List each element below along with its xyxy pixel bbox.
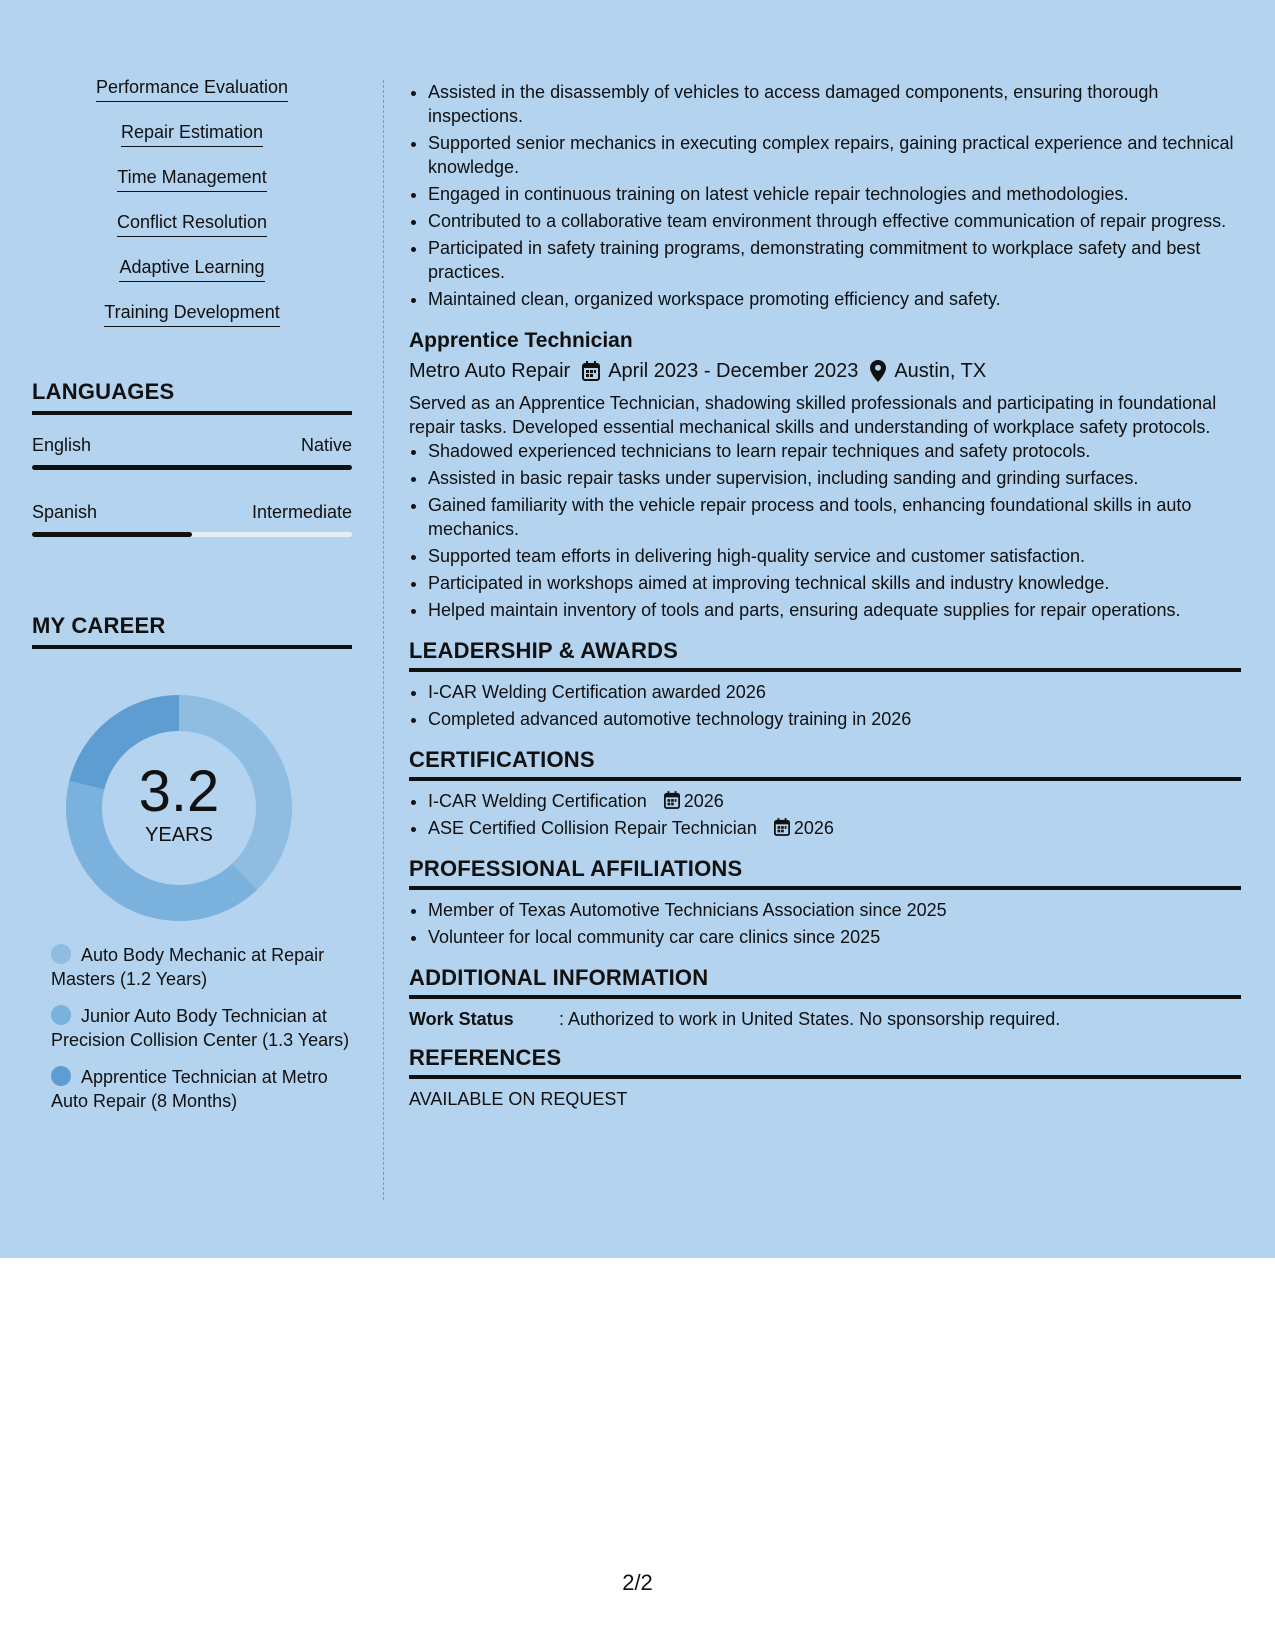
affiliations-heading: PROFESSIONAL AFFILIATIONS [409,856,1241,890]
certifications-heading: CERTIFICATIONS [409,747,1241,781]
job-description: Served as an Apprentice Technician, shadowing skilled professionals and participating in foundational repair tasks. Developed essential mechanical skills and understanding of workplace safety protocols. [409,393,1217,437]
career-legend-item: Apprentice Technician at Metro Auto Repair (8 Months) [51,1067,328,1111]
list-item: • Helped maintain inventory of tools and parts, ensuring adequate supplies for repair operations. [428,598,1241,622]
skill-item: Repair Estimation [121,121,263,147]
list-item: • Member of Texas Automotive Technicians Association since 2025 [428,898,1241,922]
left-column [32,76,352,1113]
leadership-list [409,680,1241,731]
job-company: Metro Auto Repair [409,360,571,382]
skill-item: Conflict Resolution [117,211,267,237]
language-row [32,502,352,523]
career-heading: MY CAREER [32,613,352,649]
language-proficiency-fill [32,465,352,470]
column-divider [383,80,384,1200]
page-number: 2/2 [622,1570,653,1595]
career-total-value: 3.2 [138,758,220,824]
list-item: • Supported senior mechanics in executing complex repairs, gaining practical experience and technical knowledge. [428,131,1241,179]
languages-section [32,379,352,537]
job-location: Austin, TX [894,360,987,382]
list-item: • Shadowed experienced technicians to learn repair techniques and safety protocols. [428,439,1241,463]
legend-dot-icon [51,1066,71,1086]
job-dates: April 2023 - December 2023 [608,360,859,382]
list-item: • Engaged in continuous training on latest vehicle repair technologies and methodologies. [428,182,1241,206]
calendar-icon [582,361,600,381]
career-section [32,613,352,1113]
language-level: Native [300,435,352,455]
languages-heading: LANGUAGES [32,379,352,415]
legend-dot-icon [51,944,71,964]
list-item: • Assisted in basic repair tasks under supervision, including sanding and grinding surfaces. [428,466,1241,490]
certification-item: • ASE Certified Collision Repair Technician 2026 [428,816,1241,840]
calendar-icon [774,818,790,836]
list-item: • Supported team efforts in delivering high-quality service and customer satisfaction. [428,544,1241,568]
list-item: • I-CAR Welding Certification awarded 2026 [428,680,1241,704]
location-pin-icon [870,360,886,382]
language-row [32,435,352,456]
certification-item: • I-CAR Welding Certification 2026 [428,789,1241,813]
career-legend-item: Auto Body Mechanic at Repair Masters (1.2 Years) [51,945,325,989]
skill-item: Time Management [117,166,266,192]
job-title: Apprentice Technician [409,329,633,352]
career-legend [32,943,352,1113]
leadership-heading: LEADERSHIP & AWARDS [409,638,1241,672]
career-total-unit: YEARS [145,823,213,846]
previous-job-bullets [409,80,1241,311]
job-bullets [409,439,1241,622]
references-heading: REFERENCES [409,1045,1241,1079]
language-name: Spanish [32,502,98,522]
language-name: English [32,435,92,455]
list-item: • Volunteer for local community car care clinics since 2025 [428,925,1241,949]
language-proficiency-fill [32,532,192,537]
certifications-list [409,789,1241,840]
language-proficiency-bar [32,465,352,470]
legend-dot-icon [51,1005,71,1025]
list-item: • Completed advanced automotive technology training in 2026 [428,707,1241,731]
list-item: • Maintained clean, organized workspace promoting efficiency and safety. [428,287,1241,311]
list-item: • Assisted in the disassembly of vehicles to access damaged components, ensuring thorough inspections. [428,80,1241,128]
career-donut-chart [66,695,292,921]
affiliations-list [409,898,1241,949]
work-status-row [409,1007,1241,1031]
skill-item: Training Development [104,301,279,327]
work-status-value: : Authorized to work in United States. No sponsorship required. [559,1009,1061,1029]
references-text: AVAILABLE ON REQUEST [409,1089,628,1109]
language-level: Intermediate [251,502,352,522]
work-status-label: Work Status [409,1009,514,1029]
skills-list [32,76,352,346]
list-item: • Participated in workshops aimed at improving technical skills and industry knowledge. [428,571,1241,595]
skill-item: Performance Evaluation [96,76,288,102]
additional-info-heading: ADDITIONAL INFORMATION [409,965,1241,999]
skill-item: Adaptive Learning [119,256,264,282]
career-legend-item: Junior Auto Body Technician at Precision Collision Center (1.3 Years) [51,1006,350,1050]
list-item: • Participated in safety training programs, demonstrating commitment to workplace safety and best practices. [428,236,1241,284]
right-column [409,80,1241,1111]
language-proficiency-bar [32,532,352,537]
job-meta [409,357,1241,385]
list-item: • Contributed to a collaborative team environment through effective communication of repair progress. [428,209,1241,233]
list-item: • Gained familiarity with the vehicle repair process and tools, enhancing foundational skills in auto mechanics. [428,493,1241,541]
calendar-icon [664,791,680,809]
